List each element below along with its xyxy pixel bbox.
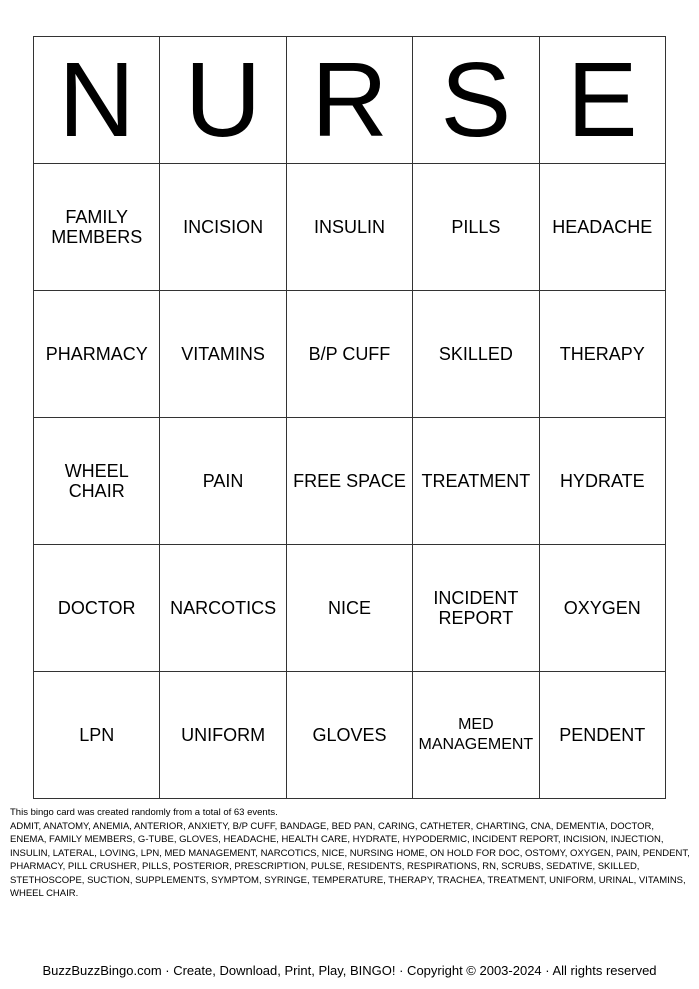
bingo-cell: INCIDENT REPORT <box>413 545 539 672</box>
bingo-cell: PHARMACY <box>34 291 160 418</box>
bingo-cell: UNIFORM <box>160 672 286 799</box>
free-space-cell: FREE SPACE <box>286 418 412 545</box>
bingo-cell: INCISION <box>160 164 286 291</box>
event-info <box>10 806 690 901</box>
bingo-cell: OXYGEN <box>539 545 665 672</box>
header-letter: R <box>286 37 412 164</box>
bingo-card <box>33 36 666 799</box>
footer-copyright: BuzzBuzzBingo.com · Create, Download, Print, Play, BINGO! · Copyright © 2003-2024 · All rights reserved <box>42 963 657 978</box>
bingo-row <box>34 545 666 672</box>
bingo-cell: NARCOTICS <box>160 545 286 672</box>
bingo-cell: B/P CUFF <box>286 291 412 418</box>
bingo-cell: VITAMINS <box>160 291 286 418</box>
bingo-cell: INSULIN <box>286 164 412 291</box>
bingo-row <box>34 164 666 291</box>
bingo-cell: WHEEL CHAIR <box>34 418 160 545</box>
bingo-cell: SKILLED <box>413 291 539 418</box>
bingo-row <box>34 672 666 799</box>
bingo-cell: TREATMENT <box>413 418 539 545</box>
bingo-cell: MED MANAGEMENT <box>413 672 539 799</box>
bingo-row <box>34 291 666 418</box>
bingo-cell: GLOVES <box>286 672 412 799</box>
bingo-cell: HEADACHE <box>539 164 665 291</box>
bingo-cell: THERAPY <box>539 291 665 418</box>
event-count-note: This bingo card was created randomly from a total of 63 events. <box>10 807 278 818</box>
header-letter: E <box>539 37 665 164</box>
bingo-cell: LPN <box>34 672 160 799</box>
header-letter: S <box>413 37 539 164</box>
bingo-cell: PAIN <box>160 418 286 545</box>
event-list: ADMIT, ANATOMY, ANEMIA, ANTERIOR, ANXIETY, B/P CUFF, BANDAGE, BED PAN, CARING, CATHETER, CHARTING, CNA, DEMENTIA, DOCTOR, ENEMA, FAMILY MEMBERS, G-TUBE, GLOVES, HEADACHE, HEALTH CARE, HYDRATE, HYPODERMIC, INCIDENT REPORT, INCISION, INJECTION, INSULIN, LATERAL, LOVING, LPN, MED MANAGEMENT, NARCOTICS, NICE, NURSING HOME, ON HOLD FOR DOC, OSTOMY, OXYGEN, PAIN, PENDENT, PHARMACY, PILL CRUSHER, PILLS, POSTERIOR, PRESCRIPTION, PULSE, RESIDENTS, RESPIRATIONS, RN, SCRUBS, SEDATIVE, SKILLED, STETHOSCOPE, SUCTION, SUPPLEMENTS, SYMPTOM, SYRINGE, TEMPERATURE, THERAPY, TRACHEA, TREATMENT, UNIFORM, URINAL, VITAMINS, WHEEL CHAIR. <box>10 820 690 899</box>
header-row <box>34 37 666 164</box>
header-letter: U <box>160 37 286 164</box>
bingo-cell: HYDRATE <box>539 418 665 545</box>
bingo-row <box>34 418 666 545</box>
bingo-cell: FAMILY MEMBERS <box>34 164 160 291</box>
bingo-cell: PENDENT <box>539 672 665 799</box>
bingo-cell: DOCTOR <box>34 545 160 672</box>
bingo-cell: NICE <box>286 545 412 672</box>
bingo-cell: PILLS <box>413 164 539 291</box>
header-letter: N <box>34 37 160 164</box>
